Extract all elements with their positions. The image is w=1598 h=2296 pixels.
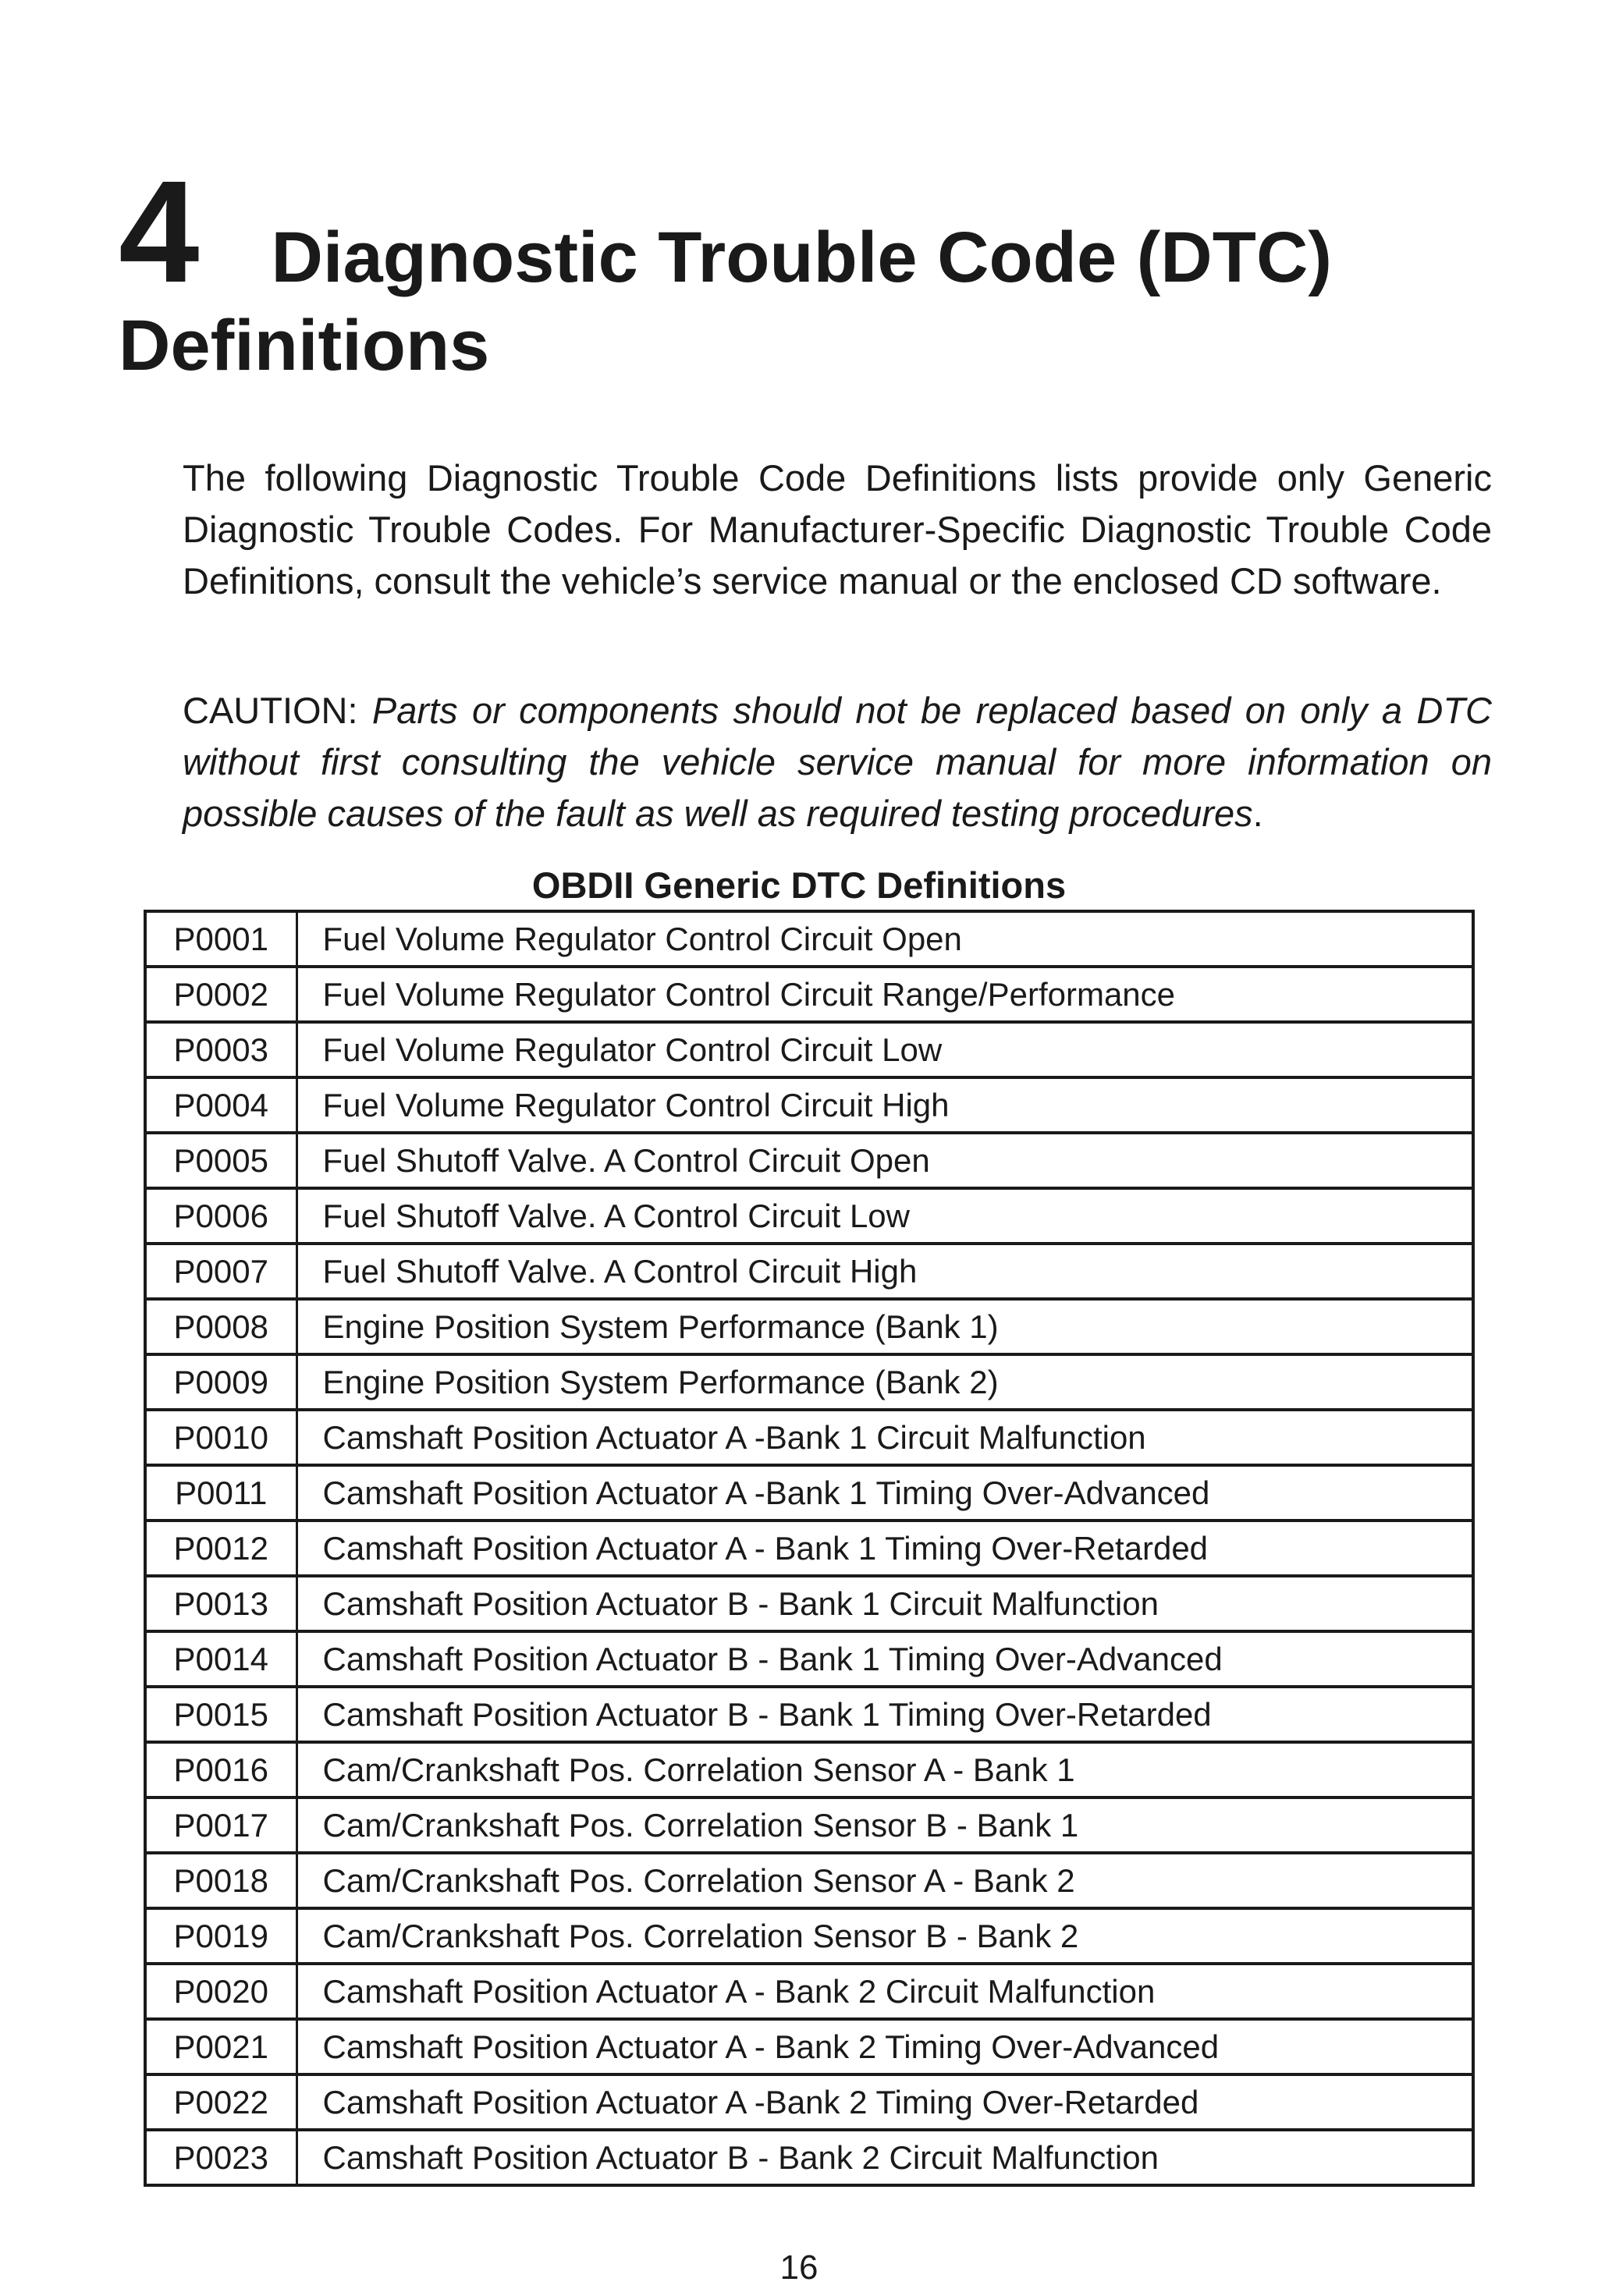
table-row [145,1244,1473,1299]
dtc-code: P0020 [145,1964,297,2019]
table-row [145,911,1473,967]
page-number: 16 [779,2248,819,2287]
table-row [145,1908,1473,1964]
dtc-description: Engine Position System Performance (Bank 2) [297,1354,1473,1410]
dtc-description: Cam/Crankshaft Pos. Correlation Sensor B - Bank 1 [297,1797,1473,1853]
table-row [145,1964,1473,2019]
caution-paragraph [183,685,1492,839]
dtc-code: P0022 [145,2074,297,2130]
table-row [145,1354,1473,1410]
dtc-description: Camshaft Position Actuator A - Bank 2 Circuit Malfunction [297,1964,1473,2019]
dtc-code: P0018 [145,1853,297,1908]
dtc-description: Fuel Volume Regulator Control Circuit Range/Performance [297,967,1473,1022]
chapter-heading [119,151,1523,385]
chapter-title-line2: Definitions [119,306,490,385]
chapter-number: 4 [119,151,200,313]
dtc-description: Camshaft Position Actuator A - Bank 2 Timing Over-Advanced [297,2019,1473,2074]
chapter-title-line1: Diagnostic Trouble Code (DTC) [271,218,1333,297]
table-row [145,967,1473,1022]
dtc-code: P0012 [145,1521,297,1576]
dtc-description: Engine Position System Performance (Bank 1) [297,1299,1473,1354]
table-row [145,2130,1473,2185]
table-row [145,1687,1473,1742]
dtc-description: Camshaft Position Actuator A -Bank 1 Timing Over-Advanced [297,1465,1473,1521]
dtc-code: P0007 [145,1244,297,1299]
table-row [145,1576,1473,1631]
dtc-description: Cam/Crankshaft Pos. Correlation Sensor A - Bank 2 [297,1853,1473,1908]
dtc-code: P0005 [145,1133,297,1188]
dtc-description: Fuel Shutoff Valve. A Control Circuit Low [297,1188,1473,1244]
table-row [145,1022,1473,1077]
table-title: OBDII Generic DTC Definitions [531,864,1067,906]
dtc-code: P0017 [145,1797,297,1853]
dtc-description: Fuel Volume Regulator Control Circuit Low [297,1022,1473,1077]
dtc-description: Fuel Shutoff Valve. A Control Circuit Open [297,1133,1473,1188]
table-row [145,1742,1473,1797]
dtc-code: P0002 [145,967,297,1022]
table-row [145,1521,1473,1576]
dtc-table [144,910,1475,2187]
dtc-description: Fuel Volume Regulator Control Circuit Open [297,911,1473,967]
dtc-description: Camshaft Position Actuator A -Bank 2 Timing Over-Retarded [297,2074,1473,2130]
dtc-code: P0009 [145,1354,297,1410]
table-row [145,1631,1473,1687]
dtc-code: P0001 [145,911,297,967]
table-row [145,1299,1473,1354]
dtc-code: P0004 [145,1077,297,1133]
dtc-code: P0006 [145,1188,297,1244]
dtc-description: Cam/Crankshaft Pos. Correlation Sensor A - Bank 1 [297,1742,1473,1797]
dtc-code: P0011 [145,1465,297,1521]
table-row [145,1077,1473,1133]
dtc-description: Camshaft Position Actuator A -Bank 1 Circuit Malfunction [297,1410,1473,1465]
dtc-description: Camshaft Position Actuator B - Bank 1 Timing Over-Retarded [297,1687,1473,1742]
table-row [145,1133,1473,1188]
dtc-code: P0016 [145,1742,297,1797]
caution-label: CAUTION: [183,690,358,731]
table-row [145,2074,1473,2130]
dtc-description: Fuel Volume Regulator Control Circuit High [297,1077,1473,1133]
dtc-code: P0019 [145,1908,297,1964]
dtc-description: Fuel Shutoff Valve. A Control Circuit High [297,1244,1473,1299]
intro-paragraph: The following Diagnostic Trouble Code Definitions lists provide only Generic Diagnostic Trouble Codes. For Manufacturer-Specific Diagnostic Trouble Code Definitions, consult the vehicle’s service manual or the enclosed CD software. [183,457,1492,602]
dtc-description: Cam/Crankshaft Pos. Correlation Sensor B - Bank 2 [297,1908,1473,1964]
table-row [145,1410,1473,1465]
dtc-description: Camshaft Position Actuator B - Bank 1 Circuit Malfunction [297,1576,1473,1631]
dtc-code: P0014 [145,1631,297,1687]
table-row [145,1853,1473,1908]
table-row [145,1188,1473,1244]
dtc-code: P0008 [145,1299,297,1354]
caution-end: . [1252,793,1263,834]
dtc-code: P0023 [145,2130,297,2185]
table-row [145,1465,1473,1521]
dtc-description: Camshaft Position Actuator B - Bank 2 Circuit Malfunction [297,2130,1473,2185]
dtc-code: P0010 [145,1410,297,1465]
caution-text: Parts or components should not be replaced based on only a DTC without first consulting the vehicle service manual for more information on possible causes of the fault as well as required testing procedures [183,690,1492,834]
dtc-description: Camshaft Position Actuator A - Bank 1 Timing Over-Retarded [297,1521,1473,1576]
dtc-code: P0003 [145,1022,297,1077]
table-row [145,1797,1473,1853]
dtc-description: Camshaft Position Actuator B - Bank 1 Timing Over-Advanced [297,1631,1473,1687]
dtc-code: P0021 [145,2019,297,2074]
dtc-code: P0013 [145,1576,297,1631]
table-row [145,2019,1473,2074]
dtc-code: P0015 [145,1687,297,1742]
